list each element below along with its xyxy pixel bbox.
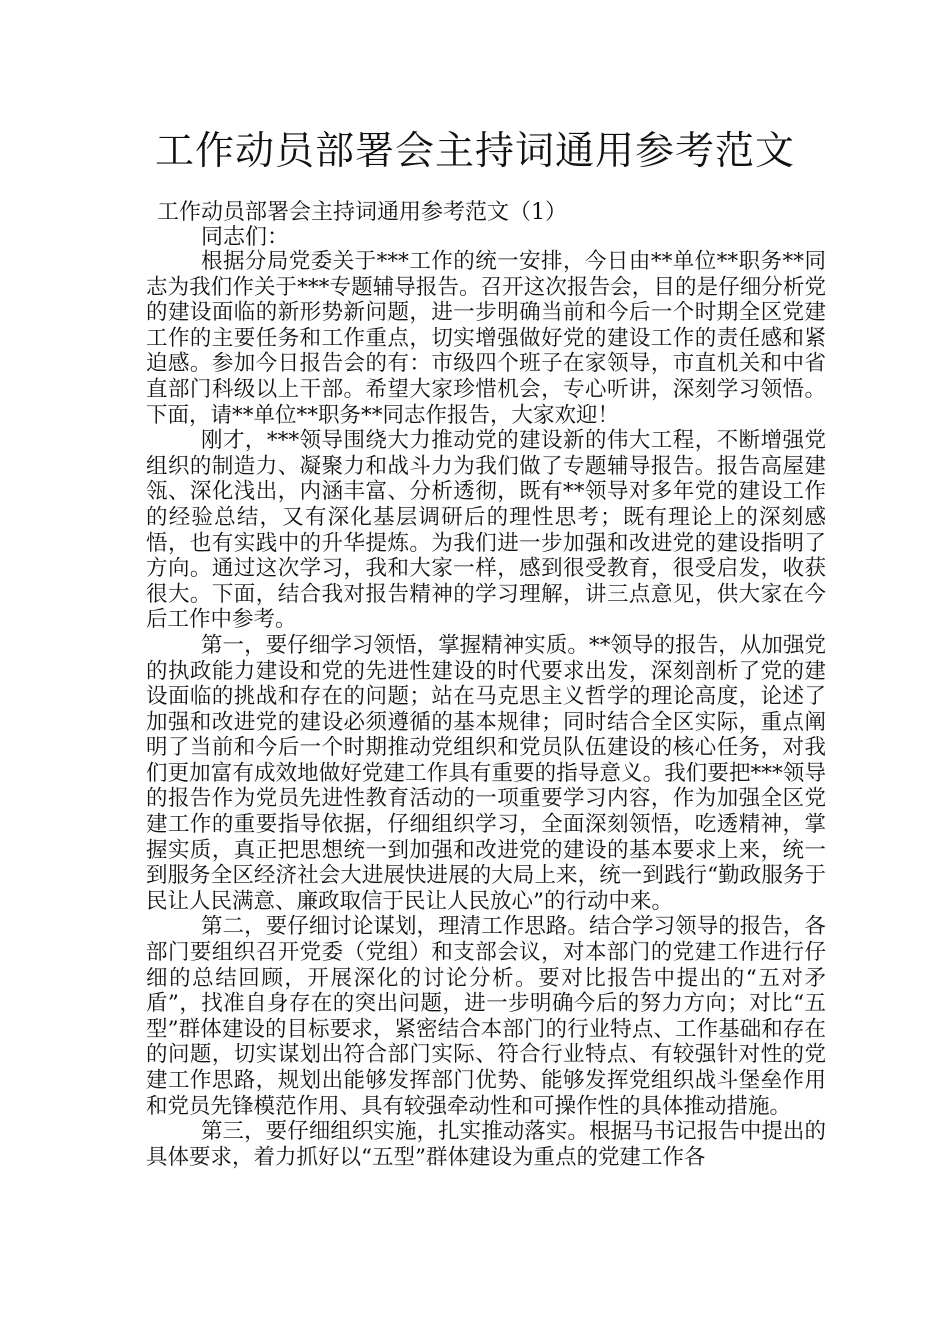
paragraph-3: 第一，要仔细学习领悟，掌握精神实质。**领导的报告，从加强党的执政能力建设和党的先进性建设的时代要求出发，深刻剖析了党的建设面临的挑战和存在的问题；站在马克思主义哲学的理论高度，论述了加强和改进党的建设必须遵循的基本规律；同时结合全区实际，重点阐明了当前和今后一个时期推动党组织和党员队伍建设的核心任务，对我们更加富有成效地做好党建工作具有重要的指导意义。我们要把***领导的报告作为党员先进性教育活动的一项重要学习内容，作为加强全区党建工作的重要指导依据，仔细组织学习，全面深刻领悟，吃透精神，掌握实质，真正把思想统一到加强和改进党的建设的基本要求上来，统一到服务全区经济社会大进展快进展的大局上来，统一到践行“勤政服务于民让人民满意、廉政取信于民让人民放心”的行动中来。 [146, 632, 826, 914]
document-body [146, 249, 826, 1170]
paragraph-4: 第二，要仔细讨论谋划，理清工作思路。结合学习领导的报告，各部门要组织召开党委（党组）和支部会议，对本部门的党建工作进行仔细的总结回顾，开展深化的讨论分析。要对比报告中提出的“五对矛盾”，找准自身存在的突出问题，进一步明确今后的努力方向；对比“五型”群体建设的目标要求，紧密结合本部门的行业特点、工作基础和存在的问题，切实谋划出符合部门实际、符合行业特点、有较强针对性的党建工作思路，规划出能够发挥部门优势、能够发挥党组织战斗堡垒作用和党员先锋模范作用、具有较强牵动性和可操作性的具体推动措施。 [146, 914, 826, 1119]
paragraph-2: 刚才，***领导围绕大力推动党的建设新的伟大工程，不断增强党组织的制造力、凝聚力和战斗力为我们做了专题辅导报告。报告高屋建瓴、深化浅出，内涵丰富、分析透彻，既有**领导对多年党的建设工作的经验总结，又有深化基层调研后的理性思考；既有理论上的深刻感悟，也有实践中的升华提炼。为我们进一步加强和改进党的建设指明了方向。通过这次学习，我和大家一样，感到很受教育，很受启发，收获很大。下面，结合我对报告精神的学习理解，讲三点意见，供大家在今后工作中参考。 [146, 428, 826, 633]
paragraph-1: 根据分局党委关于***工作的统一安排，今日由**单位**职务**同志为我们作关于***专题辅导报告。召开这次报告会，目的是仔细分析党的建设面临的新形势新问题，进一步明确当前和今后一个时期全区党建工作的主要任务和工作重点，切实增强做好党的建设工作的责任感和紧迫感。参加今日报告会的有：市级四个班子在家领导，市直机关和中省直部门科级以上干部。希望大家珍惜机会，专心听讲，深刻学习领悟。 下面，请**单位**职务**同志作报告，大家欢迎！ [146, 249, 826, 428]
document-subtitle: 工作动员部署会主持词通用参考范文（1） [157, 200, 567, 225]
paragraph-5: 第三，要仔细组织实施，扎实推动落实。根据马书记报告中提出的具体要求，着力抓好以“五型”群体建设为重点的党建工作各 [146, 1119, 826, 1170]
document-title: 工作动员部署会主持词通用参考范文 [154, 129, 795, 174]
greeting: 同志们： [201, 225, 290, 250]
